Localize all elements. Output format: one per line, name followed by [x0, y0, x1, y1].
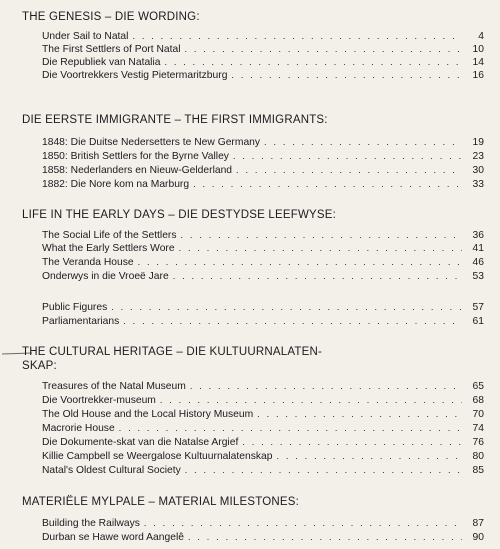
entry-page: 36 [472, 230, 484, 241]
dot-leader [111, 301, 462, 314]
dot-leader [119, 422, 462, 435]
dot-leader [132, 30, 462, 43]
entry-title: Die Voortrekker-museum [42, 395, 156, 406]
toc-entry [42, 56, 484, 69]
entry-page: 14 [472, 57, 484, 68]
toc-entry [42, 380, 484, 393]
dot-leader [276, 450, 462, 463]
toc-entry [42, 450, 484, 463]
toc-entry [42, 531, 484, 544]
toc-entry [42, 256, 484, 269]
toc-entry [42, 464, 484, 477]
dot-leader [236, 164, 462, 177]
dot-leader [185, 464, 462, 477]
entry-page: 30 [472, 165, 484, 176]
entry-page: 70 [472, 409, 484, 420]
entry-title: Natal's Oldest Cultural Society [42, 465, 181, 476]
entry-title: Durban se Hawe word Aangelê [42, 532, 184, 543]
dot-leader [179, 242, 462, 255]
entry-title: Parliamentarians [42, 316, 120, 327]
entry-page: 87 [472, 518, 484, 529]
entry-title: The First Settlers of Port Natal [42, 44, 181, 55]
dot-leader [257, 408, 462, 421]
entry-page: 53 [472, 271, 484, 282]
dot-leader [164, 56, 462, 69]
dot-leader [242, 436, 462, 449]
toc-entry [42, 301, 484, 314]
dot-leader [193, 178, 462, 191]
entry-title: Die Voortrekkers Vestig Pietermaritzburg [42, 70, 228, 81]
entry-title: 1848: Die Duitse Nedersetters te New Germany [42, 137, 261, 148]
entry-page: 90 [472, 532, 484, 543]
entry-title: The Veranda House [42, 257, 134, 268]
dot-leader [181, 229, 462, 242]
entry-page: 61 [472, 316, 484, 327]
entry-page: 76 [472, 437, 484, 448]
entry-page: 16 [472, 70, 484, 81]
entry-title: The Old House and the Local History Museum [42, 409, 254, 420]
dot-leader [144, 517, 462, 530]
toc-entry [42, 30, 484, 43]
entry-title: Under Sail to Natal [42, 31, 129, 42]
entry-title: What the Early Settlers Wore [42, 243, 175, 254]
toc-entry [42, 136, 484, 149]
entry-page: 10 [472, 44, 484, 55]
entry-title: 1882: Die Nore kom na Marburg [42, 179, 190, 190]
section-heading-early-days: LIFE IN THE EARLY DAYS – DIE DESTYDSE LEEFWYSE: [22, 209, 337, 221]
entry-title: The Social Life of the Settlers [42, 230, 177, 241]
toc-entry [42, 69, 484, 82]
dot-leader [231, 69, 462, 82]
toc-entry [42, 150, 484, 163]
entry-page: 65 [472, 381, 484, 392]
toc-entry [42, 164, 484, 177]
section-heading-first-immigrants: DIE EERSTE IMMIGRANTE – THE FIRST IMMIGRANTS: [22, 114, 328, 126]
toc-entry [42, 43, 484, 56]
toc-entry [42, 408, 484, 421]
dot-leader [173, 270, 462, 283]
entry-page: 46 [472, 257, 484, 268]
entry-page: 80 [472, 451, 484, 462]
entry-title: Onderwys in die Vroeë Jare [42, 271, 169, 282]
dot-leader [233, 150, 462, 163]
entry-page: 33 [472, 179, 484, 190]
toc-entry [42, 178, 484, 191]
dot-leader [190, 380, 462, 393]
dot-leader [264, 136, 462, 149]
entry-page: 23 [472, 151, 484, 162]
entry-title: Die Dokumente-skat van die Natalse Argief [42, 437, 239, 448]
entry-title: Macrorie House [42, 423, 115, 434]
entry-title: Killie Campbell se Weergalose Kultuurnalatenskap [42, 451, 273, 462]
entry-page: 19 [472, 137, 484, 148]
entry-title: Die Republiek van Natalia [42, 57, 161, 68]
toc-entry [42, 394, 484, 407]
entry-page: 68 [472, 395, 484, 406]
entry-title: 1850: British Settlers for the Byrne Valley [42, 151, 229, 162]
toc-entry [42, 242, 484, 255]
dot-leader [160, 394, 462, 407]
entry-page: 85 [472, 465, 484, 476]
toc-entry [42, 517, 484, 530]
toc-entry [42, 315, 484, 328]
dot-leader [123, 315, 462, 328]
section-heading-material-milestones: MATERIËLE MYLPALE – MATERIAL MILESTONES: [22, 496, 300, 508]
section-heading-cultural-heritage: THE CULTURAL HERITAGE – DIE KULTUURNALATEN- SKAP: [22, 346, 322, 372]
entry-title: 1858: Nederlanders en Nieuw-Gelderland [42, 165, 233, 176]
dot-leader [138, 256, 462, 269]
entry-page: 4 [478, 31, 484, 42]
entry-page: 74 [472, 423, 484, 434]
entry-page: 57 [472, 302, 484, 313]
section-heading-genesis: THE GENESIS – DIE WORDING: [22, 11, 200, 23]
entry-title: Treasures of the Natal Museum [42, 381, 186, 392]
entry-page: 41 [472, 243, 484, 254]
toc-entry [42, 436, 484, 449]
dot-leader [184, 43, 462, 56]
entry-title: Public Figures [42, 302, 108, 313]
toc-entry [42, 270, 484, 283]
toc-entry [42, 422, 484, 435]
entry-title: Building the Railways [42, 518, 140, 529]
dot-leader [188, 531, 462, 544]
toc-entry [42, 229, 484, 242]
